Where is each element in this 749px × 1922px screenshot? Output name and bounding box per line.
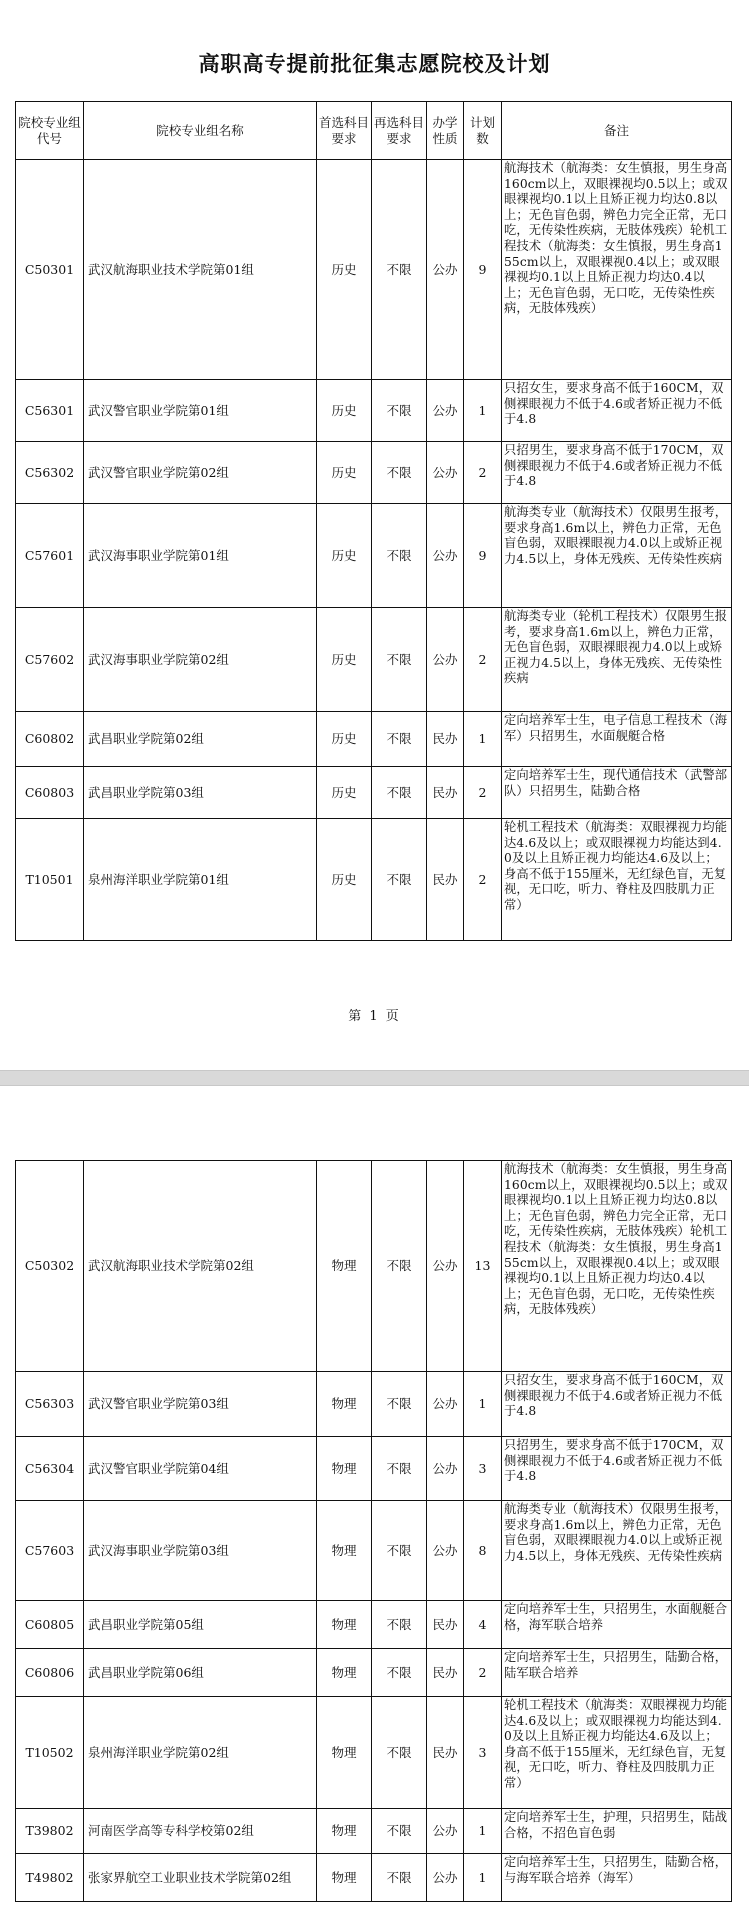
table-row xyxy=(16,1372,732,1437)
cell-note xyxy=(502,712,732,767)
cell-name: 武汉海事职业学院第02组 xyxy=(84,608,317,712)
cell-name: 泉州海洋职业学院第02组 xyxy=(84,1697,317,1809)
cell-first: 物理 xyxy=(317,1372,372,1437)
table-row xyxy=(16,1161,732,1372)
cell-code: C60803 xyxy=(16,767,84,819)
cell-note xyxy=(502,1697,732,1809)
cell-nature: 公办 xyxy=(427,1854,464,1902)
table-row xyxy=(16,1601,732,1649)
cell-second: 不限 xyxy=(372,767,427,819)
cell-name: 武昌职业学院第03组 xyxy=(84,767,317,819)
cell-first: 物理 xyxy=(317,1809,372,1854)
cell-note xyxy=(502,1854,732,1902)
header-name: 院校专业组名称 xyxy=(84,102,317,160)
cell-first: 物理 xyxy=(317,1161,372,1372)
cell-nature: 公办 xyxy=(427,380,464,442)
note-text: 航海类专业（航海技术）仅限男生报考，要求身高1.6m以上，辨色力正常，无色盲色弱，双眼裸眼视力4.0以上或矫正视力4.5以上，身体无残疾、无传染性疾病 xyxy=(504,1502,728,1563)
cell-nature: 公办 xyxy=(427,442,464,504)
cell-code: C60806 xyxy=(16,1649,84,1697)
cell-plan: 9 xyxy=(464,504,502,608)
cell-first: 历史 xyxy=(317,442,372,504)
page-number: 第 1 页 xyxy=(348,1009,401,1024)
cell-nature: 公办 xyxy=(427,1372,464,1437)
table-row xyxy=(16,1854,732,1902)
cell-first: 历史 xyxy=(317,380,372,442)
cell-note xyxy=(502,1161,732,1372)
header-nature: 办学性质 xyxy=(427,102,464,160)
cell-plan: 2 xyxy=(464,819,502,941)
cell-note xyxy=(502,1437,732,1501)
table-row xyxy=(16,1501,732,1601)
cell-nature: 公办 xyxy=(427,608,464,712)
note-text: 定向培养军士生，护理，只招男生，陆战合格，不招色盲色弱 xyxy=(504,1810,728,1840)
cell-plan: 4 xyxy=(464,1601,502,1649)
document-title: 高职高专提前批征集志愿院校及计划 xyxy=(198,52,551,76)
cell-first: 历史 xyxy=(317,608,372,712)
cell-first: 历史 xyxy=(317,504,372,608)
cell-second: 不限 xyxy=(372,1501,427,1601)
cell-second: 不限 xyxy=(372,504,427,608)
note-text: 航海类专业（航海技术）仅限男生报考，要求身高1.6m以上，辨色力正常，无色盲色弱，双眼裸眼视力4.0以上或矫正视力4.5以上，身体无残疾、无传染性疾病 xyxy=(504,505,728,566)
cell-note xyxy=(502,442,732,504)
plan-table-page-2 xyxy=(15,1160,732,1902)
cell-name: 武汉航海职业技术学院第02组 xyxy=(84,1161,317,1372)
cell-first: 物理 xyxy=(317,1697,372,1809)
note-text: 只招男生，要求身高不低于170CM，双侧裸眼视力不低于4.6或者矫正视力不低于4.8 xyxy=(504,1438,724,1484)
cell-second: 不限 xyxy=(372,1809,427,1854)
cell-second: 不限 xyxy=(372,442,427,504)
cell-note xyxy=(502,1809,732,1854)
cell-second: 不限 xyxy=(372,1161,427,1372)
cell-plan: 3 xyxy=(464,1437,502,1501)
cell-name: 张家界航空工业职业技术学院第02组 xyxy=(84,1854,317,1902)
cell-second: 不限 xyxy=(372,160,427,380)
table-header-row xyxy=(16,102,732,160)
table-row xyxy=(16,160,732,380)
cell-first: 历史 xyxy=(317,767,372,819)
cell-code: C56303 xyxy=(16,1372,84,1437)
cell-first: 物理 xyxy=(317,1601,372,1649)
cell-name: 武汉警官职业学院第01组 xyxy=(84,380,317,442)
cell-code: C56301 xyxy=(16,380,84,442)
cell-name: 武昌职业学院第06组 xyxy=(84,1649,317,1697)
note-text: 航海类专业（轮机工程技术）仅限男生报考，要求身高1.6m以上，辨色力正常，无色盲色弱，双眼裸眼视力4.0以上或矫正视力4.5以上，身体无残疾、无传染性疾病 xyxy=(504,609,728,686)
cell-name: 泉州海洋职业学院第01组 xyxy=(84,819,317,941)
table-row xyxy=(16,1437,732,1501)
cell-note xyxy=(502,160,732,380)
cell-plan: 1 xyxy=(464,380,502,442)
cell-second: 不限 xyxy=(372,1854,427,1902)
cell-nature: 公办 xyxy=(427,1161,464,1372)
cell-note xyxy=(502,819,732,941)
cell-first: 物理 xyxy=(317,1854,372,1902)
table-row xyxy=(16,1809,732,1854)
cell-nature: 公办 xyxy=(427,504,464,608)
table-row xyxy=(16,1697,732,1809)
note-text: 定向培养军士生，电子信息工程技术（海军）只招男生，水面舰艇合格 xyxy=(504,713,728,743)
cell-code: C56304 xyxy=(16,1437,84,1501)
cell-code: C57601 xyxy=(16,504,84,608)
cell-plan: 8 xyxy=(464,1501,502,1601)
cell-name: 武汉航海职业技术学院第01组 xyxy=(84,160,317,380)
cell-second: 不限 xyxy=(372,819,427,941)
cell-plan: 1 xyxy=(464,1854,502,1902)
cell-plan: 2 xyxy=(464,1649,502,1697)
cell-nature: 民办 xyxy=(427,1601,464,1649)
cell-nature: 民办 xyxy=(427,712,464,767)
cell-plan: 1 xyxy=(464,712,502,767)
cell-nature: 公办 xyxy=(427,160,464,380)
cell-second: 不限 xyxy=(372,1697,427,1809)
cell-plan: 3 xyxy=(464,1697,502,1809)
cell-note xyxy=(502,504,732,608)
page-2 xyxy=(0,1086,749,1922)
cell-plan: 9 xyxy=(464,160,502,380)
cell-second: 不限 xyxy=(372,1649,427,1697)
cell-note xyxy=(502,767,732,819)
cell-first: 历史 xyxy=(317,712,372,767)
table-row xyxy=(16,380,732,442)
header-first-subject: 首选科目要求 xyxy=(317,102,372,160)
note-text: 只招女生，要求身高不低于160CM，双侧裸眼视力不低于4.6或者矫正视力不低于4.8 xyxy=(504,381,724,427)
cell-code: C60805 xyxy=(16,1601,84,1649)
cell-second: 不限 xyxy=(372,1372,427,1437)
cell-note xyxy=(502,380,732,442)
cell-code: T39802 xyxy=(16,1809,84,1854)
cell-code: T10502 xyxy=(16,1697,84,1809)
cell-nature: 民办 xyxy=(427,767,464,819)
table-row xyxy=(16,819,732,941)
cell-code: T10501 xyxy=(16,819,84,941)
cell-note xyxy=(502,1601,732,1649)
cell-nature: 民办 xyxy=(427,1649,464,1697)
cell-name: 河南医学高等专科学校第02组 xyxy=(84,1809,317,1854)
table-row xyxy=(16,1649,732,1697)
cell-note xyxy=(502,608,732,712)
page-separator xyxy=(0,1070,749,1086)
cell-note xyxy=(502,1372,732,1437)
cell-note xyxy=(502,1501,732,1601)
cell-code: T49802 xyxy=(16,1854,84,1902)
header-plan: 计划数 xyxy=(464,102,502,160)
cell-code: C57602 xyxy=(16,608,84,712)
cell-first: 历史 xyxy=(317,160,372,380)
header-note: 备注 xyxy=(502,102,732,160)
cell-name: 武汉警官职业学院第03组 xyxy=(84,1372,317,1437)
table-row xyxy=(16,712,732,767)
cell-code: C50302 xyxy=(16,1161,84,1372)
cell-plan: 2 xyxy=(464,608,502,712)
cell-nature: 公办 xyxy=(427,1501,464,1601)
cell-second: 不限 xyxy=(372,380,427,442)
cell-first: 物理 xyxy=(317,1437,372,1501)
cell-nature: 民办 xyxy=(427,819,464,941)
cell-plan: 1 xyxy=(464,1372,502,1437)
cell-plan: 2 xyxy=(464,442,502,504)
cell-second: 不限 xyxy=(372,608,427,712)
header-second-subject: 再选科目要求 xyxy=(372,102,427,160)
table-row xyxy=(16,767,732,819)
note-text: 轮机工程技术（航海类：双眼裸视力均能达4.6及以上；或双眼裸视力均能达到4.0及以上且矫正视力均能达4.6及以上；身高不低于155厘米，无红绿色盲，无复视，无口吃，听力、脊柱及四肢肌力正常） xyxy=(504,1698,728,1790)
cell-plan: 2 xyxy=(464,767,502,819)
note-text: 轮机工程技术（航海类：双眼裸视力均能达4.6及以上；或双眼裸视力均能达到4.0及以上且矫正视力均能达4.6及以上；身高不低于155厘米，无红绿色盲，无复视，无口吃，听力、脊柱及四肢肌力正常） xyxy=(504,820,728,912)
note-text: 定向培养军士生，现代通信技术（武警部队）只招男生，陆勤合格 xyxy=(504,768,728,798)
cell-code: C50301 xyxy=(16,160,84,380)
cell-code: C57603 xyxy=(16,1501,84,1601)
cell-first: 物理 xyxy=(317,1501,372,1601)
plan-table-page-1 xyxy=(15,101,732,941)
cell-plan: 13 xyxy=(464,1161,502,1372)
cell-nature: 民办 xyxy=(427,1697,464,1809)
cell-code: C56302 xyxy=(16,442,84,504)
table-row xyxy=(16,442,732,504)
cell-name: 武昌职业学院第05组 xyxy=(84,1601,317,1649)
cell-first: 历史 xyxy=(317,819,372,941)
note-text: 定向培养军士生，只招男生，陆勤合格，与海军联合培养（海军） xyxy=(504,1855,728,1885)
table-row xyxy=(16,504,732,608)
cell-nature: 公办 xyxy=(427,1809,464,1854)
cell-code: C60802 xyxy=(16,712,84,767)
cell-note xyxy=(502,1649,732,1697)
note-text: 定向培养军士生，只招男生，水面舰艇合格，海军联合培养 xyxy=(504,1602,728,1632)
note-text: 航海技术（航海类：女生慎报，男生身高160cm以上，双眼裸视均0.5以上；或双眼裸视均0.1以上且矫正视力均达0.8以上；无色盲色弱，辨色力完全正常，无口吃，无传染性疾病，无肢体残疾）轮机工程技术（航海类：女生慎报，男生身高155cm以上，双眼裸视0.4以上；或双眼裸视均0.1以上且矫正视力均达0.4以上；无色盲色弱，无口吃，无传染性疾病，无肢体残疾） xyxy=(504,161,728,316)
cell-name: 武汉海事职业学院第01组 xyxy=(84,504,317,608)
cell-name: 武汉警官职业学院第04组 xyxy=(84,1437,317,1501)
note-text: 只招女生，要求身高不低于160CM，双侧裸眼视力不低于4.6或者矫正视力不低于4.8 xyxy=(504,1373,724,1419)
cell-name: 武汉警官职业学院第02组 xyxy=(84,442,317,504)
header-code: 院校专业组代号 xyxy=(16,102,84,160)
cell-second: 不限 xyxy=(372,1437,427,1501)
cell-first: 物理 xyxy=(317,1649,372,1697)
cell-second: 不限 xyxy=(372,712,427,767)
cell-plan: 1 xyxy=(464,1809,502,1854)
cell-name: 武昌职业学院第02组 xyxy=(84,712,317,767)
cell-nature: 公办 xyxy=(427,1437,464,1501)
cell-second: 不限 xyxy=(372,1601,427,1649)
note-text: 只招男生，要求身高不低于170CM，双侧裸眼视力不低于4.6或者矫正视力不低于4.8 xyxy=(504,443,724,489)
table-row xyxy=(16,608,732,712)
note-text: 航海技术（航海类：女生慎报，男生身高160cm以上，双眼裸视均0.5以上；或双眼裸视均0.1以上且矫正视力均达0.8以上；无色盲色弱，辨色力完全正常，无口吃，无传染性疾病，无肢体残疾）轮机工程技术（航海类：女生慎报，男生身高155cm以上，双眼裸视0.4以上；或双眼裸视均0.1以上且矫正视力均达0.4以上；无色盲色弱，无口吃，无传染性疾病，无肢体残疾） xyxy=(504,1162,728,1317)
cell-name: 武汉海事职业学院第03组 xyxy=(84,1501,317,1601)
note-text: 定向培养军士生，只招男生，陆勤合格，陆军联合培养 xyxy=(504,1650,728,1680)
